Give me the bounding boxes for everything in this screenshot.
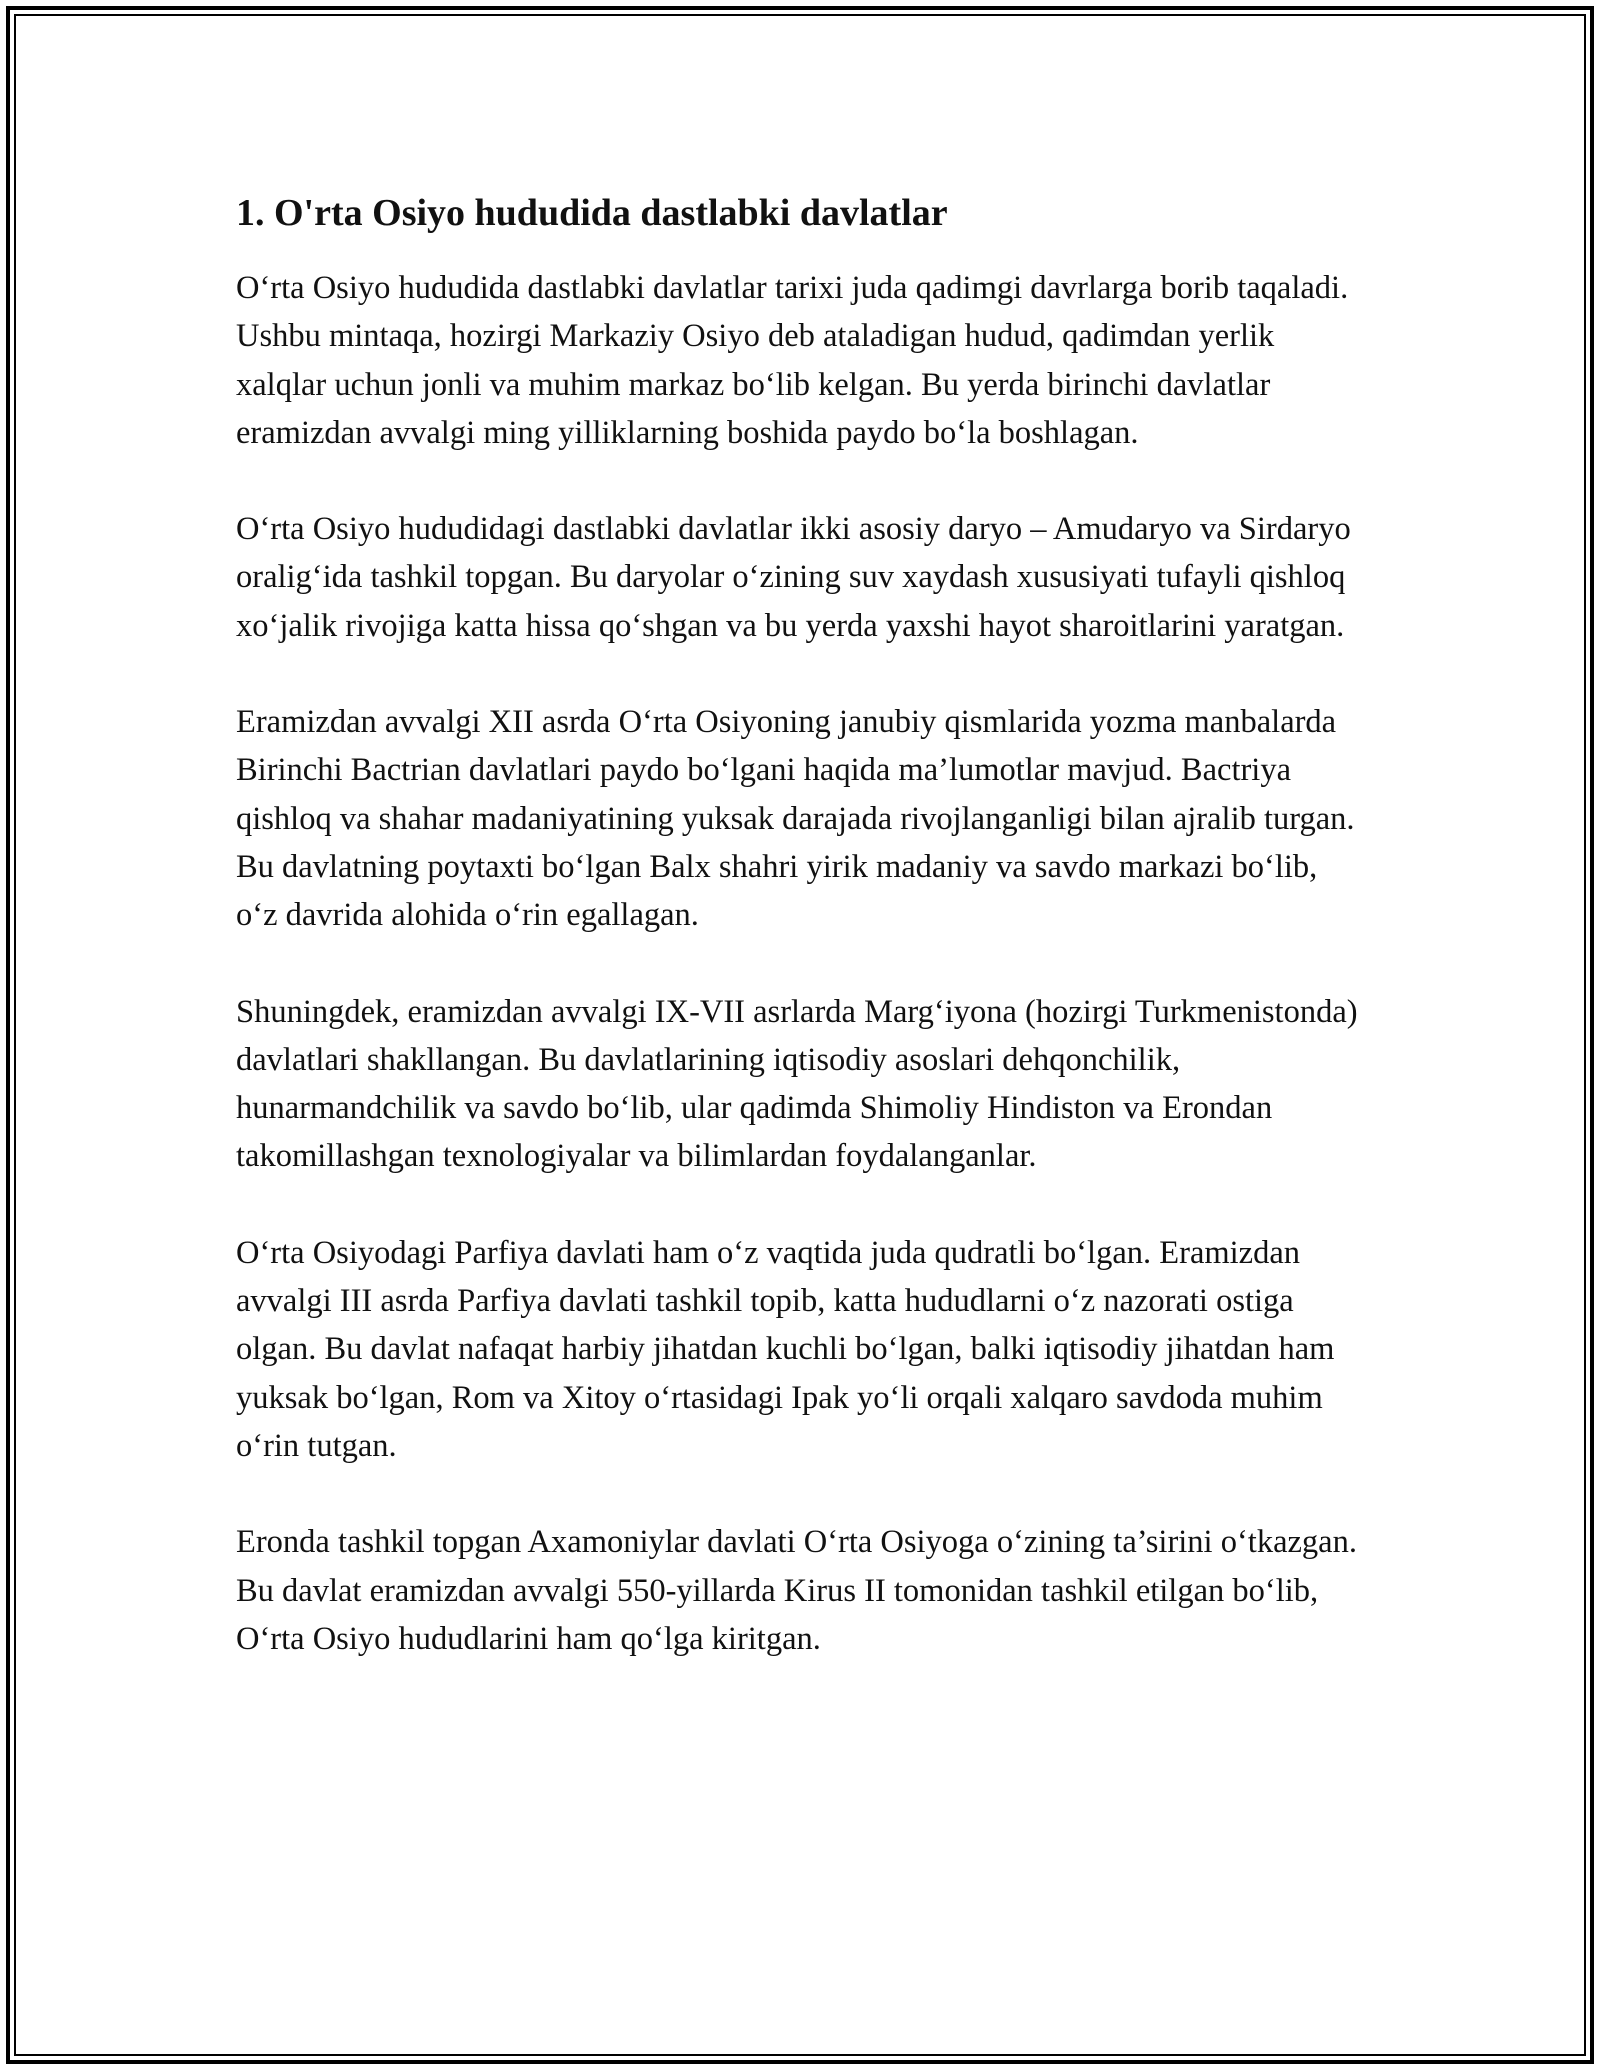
paragraph: Eramizdan avvalgi XII asrda O‘rta Osiyoning janubiy qismlarida yozma manbalarda Birinchi Bactrian davlatlari paydo bo‘lgani haqida ma’lumotlar mavjud. Bactriya qishloq va shahar madaniyatining yuksak darajada rivojlanganligi bilan ajralib turgan. Bu davlatning poytaxti bo‘lgan Balx shahri yirik madaniy va savdo markazi bo‘lib, o‘z davrida alohida o‘rin egallagan. (236, 704, 1355, 934)
paragraph: Shuningdek, eramizdan avvalgi IX-VII asrlarda Marg‘iyona (hozirgi Turkmenistonda) davlatlari shakllangan. Bu davlatlarining iqtisodiy asoslari dehqonchilik, hunarmandchilik va savdo bo‘lib, ular qadimda Shimoliy Hindiston va Erondan takomillashgan texnologiyalar va bilimlardan foydalanganlar. (236, 993, 1358, 1175)
paragraph: O‘rta Osiyo hududidagi dastlabki davlatlar ikki asosiy daryo – Amudaryo va Sirdaryo oralig‘ida tashkil topgan. Bu daryolar o‘zining suv xaydash xususiyati tufayli qishloq xo‘jalik rivojiga katta hissa qo‘shgan va bu yerda yaxshi hayot sharoitlarini yaratgan. (236, 511, 1351, 644)
paragraph: Eronda tashkil topgan Axamoniylar davlati O‘rta Osiyoga o‘zining ta’sirini o‘tkazgan. Bu davlat eramizdan avvalgi 550-yillarda Kirus II tomonidan tashkil etilgan bo‘lib, O‘rta Osiyo hududlarini ham qo‘lga kiritgan. (236, 1524, 1357, 1657)
paragraph: O‘rta Osiyo hududida dastlabki davlatlar tarixi juda qadimgi davrlarga borib taqaladi. Ushbu mintaqa, hozirgi Markaziy Osiyo deb ataladigan hudud, qadimdan yerlik xalqlar uchun jonli va muhim markaz bo‘lib kelgan. Bu yerda birinchi davlatlar eramizdan avvalgi ming yilliklarning boshida paydo bo‘la boshlagan. (236, 270, 1349, 451)
document-page (236, 188, 1366, 1711)
paragraph: O‘rta Osiyodagi Parfiya davlati ham o‘z vaqtida juda qudratli bo‘lgan. Eramizdan avvalgi III asrda Parfiya davlati tashkil topib, katta hududlarni o‘z nazorati ostiga olgan. Bu davlat nafaqat harbiy jihatdan kuchli bo‘lgan, balki iqtisodiy jihatdan ham yuksak bo‘lgan, Rom va Xitoy o‘rtasidagi Ipak yo‘li orqali xalqaro savdoda muhim o‘rin tutgan. (236, 1234, 1335, 1464)
document-title: 1. O'rta Osiyo hududida dastlabki davlatlar (236, 192, 948, 234)
